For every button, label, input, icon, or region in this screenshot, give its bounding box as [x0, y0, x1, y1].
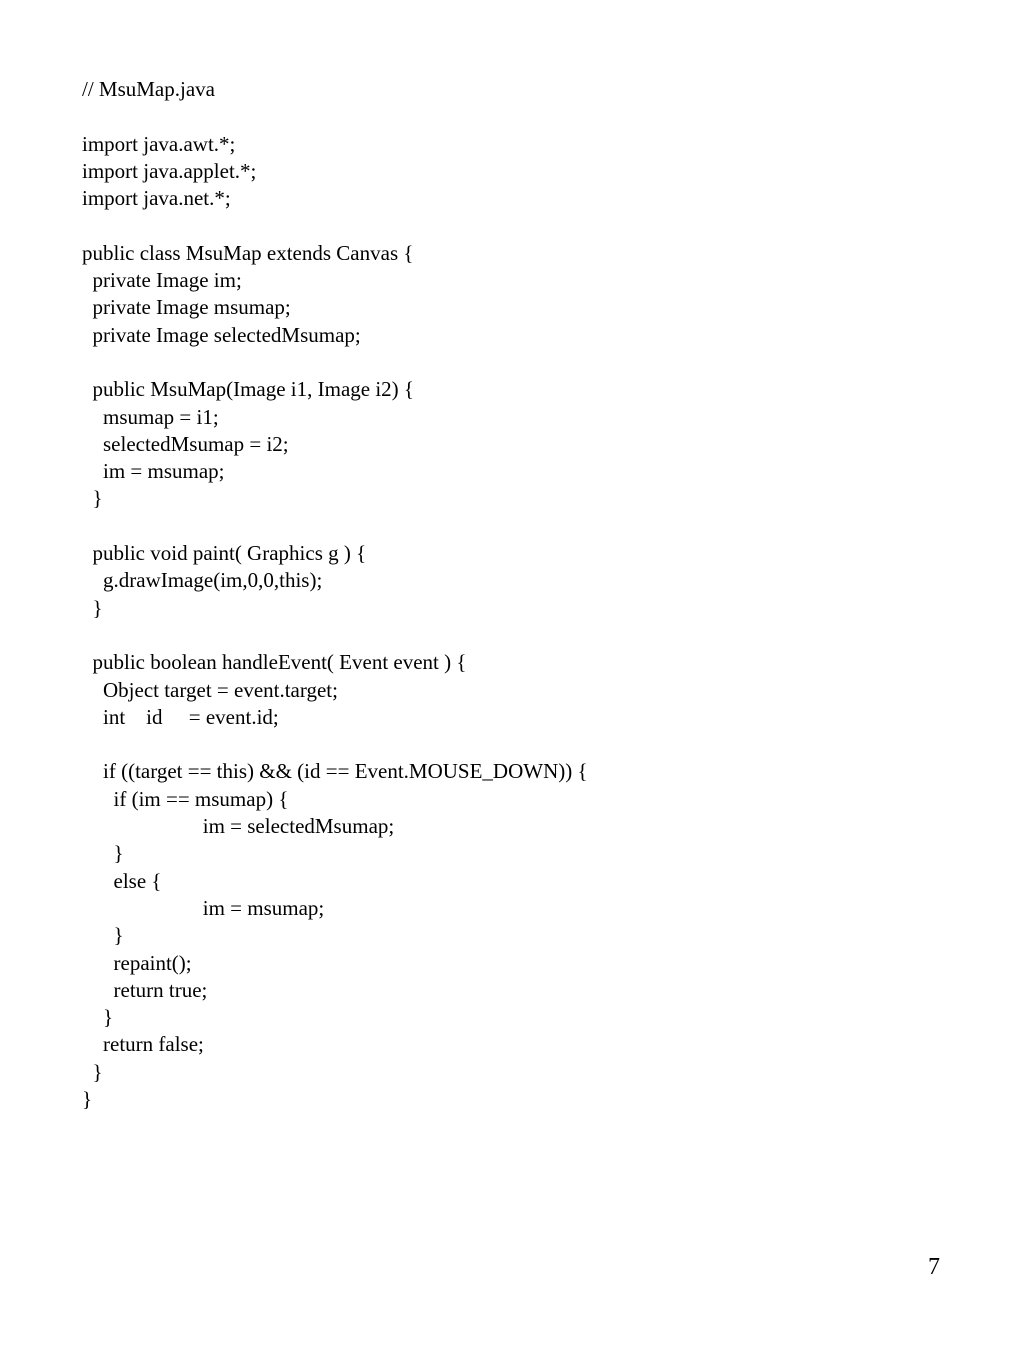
code-line: msumap = i1;	[82, 404, 219, 429]
code-line: return true;	[82, 977, 208, 1002]
code-line: // MsuMap.java	[82, 77, 215, 101]
code-line: }	[82, 1059, 103, 1084]
code-line: im = msumap;	[82, 459, 225, 484]
code-line: public void paint( Graphics g ) {	[82, 541, 367, 566]
code-line: private Image im;	[82, 268, 242, 293]
code-line: public class MsuMap extends Canvas {	[82, 240, 414, 265]
code-line: import java.net.*;	[82, 186, 231, 211]
code-line: selectedMsumap = i2;	[82, 431, 289, 456]
code-line	[82, 103, 942, 130]
code-line: }	[82, 841, 124, 866]
code-line: im = selectedMsumap;	[82, 814, 395, 839]
code-line: private Image msumap;	[82, 295, 291, 320]
code-line: repaint();	[82, 950, 192, 975]
code-line: }	[82, 486, 103, 511]
code-line: if ((target == this) && (id == Event.MOUSE_DOWN)) {	[82, 759, 588, 784]
java-code-listing	[82, 76, 942, 1113]
code-line	[82, 513, 942, 540]
code-line: }	[82, 595, 103, 620]
code-line: if (im == msumap) {	[82, 786, 289, 811]
code-line: private Image selectedMsumap;	[82, 322, 361, 347]
code-line	[82, 212, 942, 239]
code-line: g.drawImage(im,0,0,this);	[82, 568, 323, 593]
code-line: }	[82, 1005, 114, 1030]
code-line: int id = event.id;	[82, 704, 279, 729]
code-line	[82, 349, 942, 376]
code-line: }	[82, 1086, 93, 1111]
code-line: public boolean handleEvent( Event event ) {	[82, 650, 467, 675]
code-line: import java.applet.*;	[82, 158, 257, 183]
code-line: return false;	[82, 1032, 204, 1057]
code-line: public MsuMap(Image i1, Image i2) {	[82, 377, 415, 402]
code-line: else {	[82, 868, 162, 893]
code-line: }	[82, 923, 124, 948]
code-line: Object target = event.target;	[82, 677, 338, 702]
code-line	[82, 622, 942, 649]
code-line	[82, 731, 942, 758]
page-number: 7	[928, 1254, 940, 1280]
code-line: im = msumap;	[82, 895, 325, 920]
code-line: import java.awt.*;	[82, 131, 236, 156]
